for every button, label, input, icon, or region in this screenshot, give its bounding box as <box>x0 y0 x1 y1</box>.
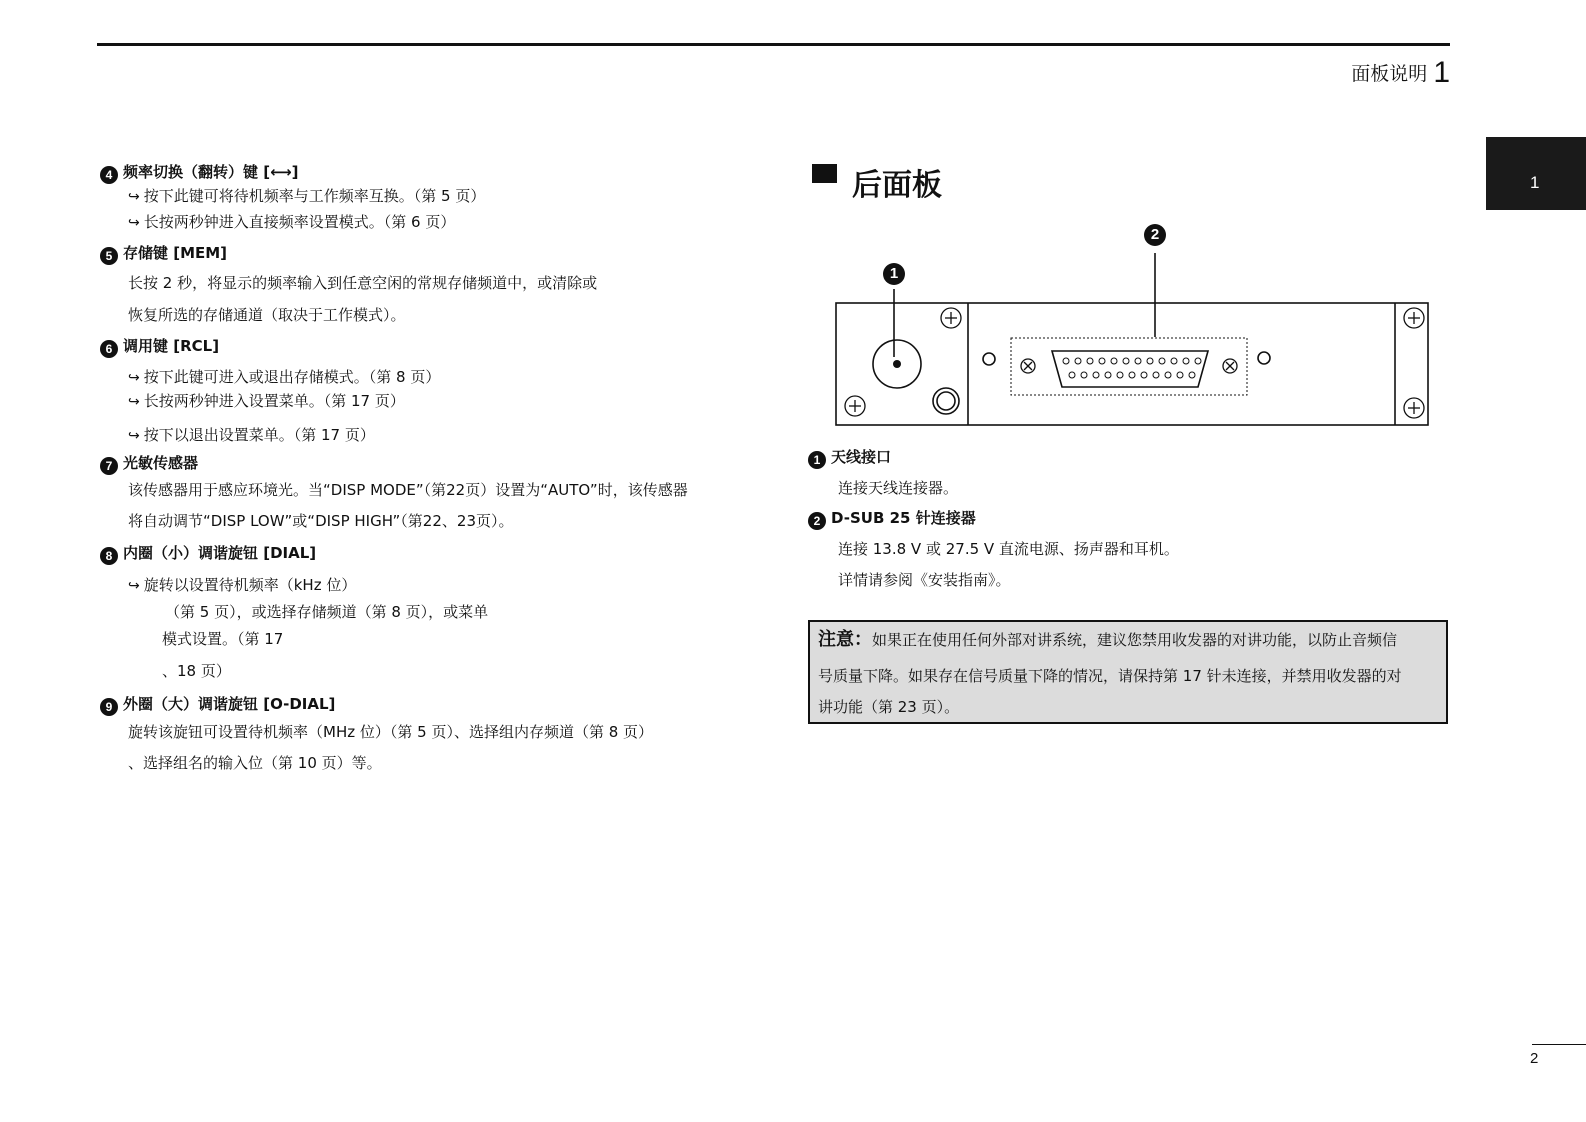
chapter-tab[interactable] <box>1486 137 1586 210</box>
rear-item-1-line-1: 连接天线连接器。 <box>838 479 959 497</box>
item-8-line-4: 、18 页） <box>162 662 231 680</box>
item-4-line-2: ↪ 长按两秒钟进入直接频率设置模式。（第 6 页） <box>128 213 456 231</box>
item-5-line-1: 长按 2 秒，将显示的频率输入到任意空闲的常规存储频道中，或清除或 <box>128 274 598 292</box>
badge-5: 5 <box>100 247 118 265</box>
arrow-icon: ↪ <box>128 189 140 205</box>
rear-item-1-heading <box>808 447 891 469</box>
header-title: 面板说明 <box>1351 63 1428 85</box>
badge-9: 9 <box>100 698 118 716</box>
arrow-icon: ↪ <box>128 215 140 231</box>
item-9-line-1: 旋转该旋钮可设置待机频率（MHz 位）（第 5 页）、选择组内存频道（第 8 页） <box>128 723 654 741</box>
item-8-heading <box>100 543 316 565</box>
footer-rule <box>1532 1044 1586 1045</box>
item-6-title: 调用键 [RCL] <box>123 337 220 355</box>
badge-7: 7 <box>100 457 118 475</box>
item-9-heading <box>100 694 335 716</box>
item-5-title: 存储键 [MEM] <box>123 244 228 262</box>
note-line-2: 号质量下降。如果存在信号质量下降的情况，请保持第 17 针未连接，并禁用收发器的对 <box>818 667 1402 685</box>
rear-item-2-heading <box>808 508 976 530</box>
page-number: 2 <box>1530 1050 1539 1067</box>
rear-item-1-title: 天线接口 <box>831 448 892 466</box>
callout-1: 1 <box>883 263 905 285</box>
note-line-3: 讲功能（第 23 页）。 <box>818 698 960 716</box>
rear-item-2-line-2: 详情请参阅《安装指南》。 <box>838 571 1011 589</box>
item-6-line-1: ↪ 按下此键可进入或退出存储模式。（第 8 页） <box>128 368 441 386</box>
badge-4: 4 <box>100 166 118 184</box>
page-header <box>1351 56 1450 90</box>
item-6-line-3: ↪ 按下以退出设置菜单。（第 17 页） <box>128 426 375 444</box>
item-4-line-1: ↪ 按下此键可将待机频率与工作频率互换。（第 5 页） <box>128 187 486 205</box>
dsub-pins <box>1063 358 1201 378</box>
item-5-heading <box>100 243 227 265</box>
arrow-icon: ↪ <box>128 578 140 594</box>
item-8-line-2: （第 5 页），或选择存储频道（第 8 页），或菜单 <box>165 603 489 621</box>
rear-panel-diagram <box>830 245 1440 430</box>
item-8-line-1: ↪ 旋转以设置待机频率（kHz 位） <box>128 576 357 594</box>
item-4-title: 频率切换（翻转）键 [⟷] <box>123 163 299 181</box>
item-9-title: 外圈（大）调谐旋钮 [O-DIAL] <box>123 695 336 713</box>
screw-icons <box>845 308 1424 418</box>
arrow-icon: ↪ <box>128 428 140 444</box>
rear-item-2-title: D-SUB 25 针连接器 <box>831 509 976 527</box>
item-8-title: 内圈（小）调谐旋钮 [DIAL] <box>123 544 317 562</box>
item-6-line-2: ↪ 长按两秒钟进入设置菜单。（第 17 页） <box>128 392 405 410</box>
chapter-tab-label: 1 <box>1530 173 1540 192</box>
chapter-number: 1 <box>1433 56 1450 89</box>
header-rule <box>97 43 1450 46</box>
item-8-line-3: 模式设置。（第 17 <box>162 630 284 648</box>
section-title: 后面板 <box>852 168 942 203</box>
section-marker <box>812 164 837 183</box>
note-line-1: 注意：如果正在使用任何外部对讲系统，建议您禁用收发器的对讲功能，以防止音频信 <box>818 629 1398 650</box>
badge-r2: 2 <box>808 512 826 530</box>
item-5-line-2: 恢复所选的存储通道（取决于工作模式）。 <box>128 306 406 324</box>
item-7-line-1: 该传感器用于感应环境光。当“DISP MODE”（第22页）设置为“AUTO”时，该传感器 <box>128 481 688 499</box>
item-7-heading <box>100 453 198 475</box>
item-7-line-2: 将自动调节“DISP LOW”或“DISP HIGH”（第22、23页）。 <box>128 512 514 530</box>
badge-6: 6 <box>100 340 118 358</box>
item-4-heading <box>100 162 298 184</box>
badge-8: 8 <box>100 547 118 565</box>
note-box <box>808 620 1448 724</box>
item-9-line-2: 、选择组名的输入位（第 10 页）等。 <box>128 754 382 772</box>
item-6-heading <box>100 336 219 358</box>
arrow-icon: ↪ <box>128 394 140 410</box>
note-label: 注意： <box>818 629 872 650</box>
badge-r1: 1 <box>808 451 826 469</box>
rear-item-2-line-1: 连接 13.8 V 或 27.5 V 直流电源、扬声器和耳机。 <box>838 540 1179 558</box>
arrow-icon: ↪ <box>128 370 140 386</box>
item-7-title: 光敏传感器 <box>123 454 199 472</box>
callout-2: 2 <box>1144 224 1166 246</box>
